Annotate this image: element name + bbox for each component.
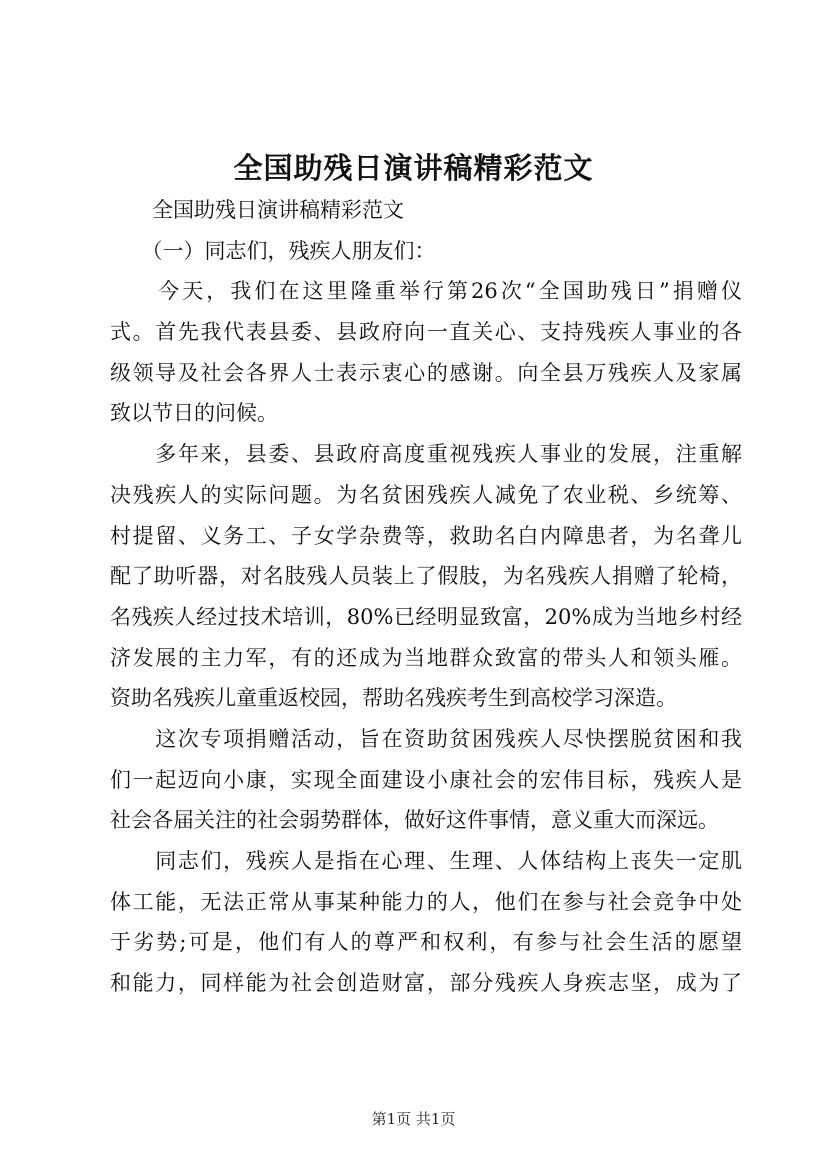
text-line: 配了助听器，对名肢残人员装上了假肢，为名残疾人捐赠了轮椅， — [110, 564, 742, 589]
text-line: 名残疾人经过技术培训，80%已经明显致富，20%成为当地乡村经 — [110, 604, 742, 629]
text-line: 多年来，县委、县政府高度重视残疾人事业的发展，注重解 — [110, 442, 742, 467]
page-footer: 第1页 共1页 — [371, 1110, 456, 1128]
text-line: 社会各届关注的社会弱势群体，做好这件事情，意义重大而深远。 — [110, 808, 719, 833]
text-line: 体工能，无法正常从事某种能力的人，他们在参与社会竞争中处 — [110, 889, 742, 914]
text-line: 这次专项捐赠活动，旨在资助贫困残疾人尽快摆脱贫困和我 — [110, 726, 742, 751]
text-line: 致以节日的问候。 — [110, 401, 278, 426]
text-line: 和能力，同样能为社会创造财富，部分残疾人身疾志坚，成为了 — [110, 971, 742, 996]
text-line: 级领导及社会各界人士表示衷心的感谢。向全县万残疾人及家属 — [110, 360, 742, 385]
document-body — [110, 190, 742, 1004]
text-line: 于劣势;可是，他们有人的尊严和权利，有参与社会生活的愿望 — [110, 930, 742, 955]
text-line: 全国助残日演讲稿精彩范文 — [110, 198, 404, 222]
text-line: 济发展的主力军，有的还成为当地群众致富的带头人和领头雁。 — [110, 645, 742, 670]
text-line: 资助名残疾儿童重返校园，帮助名残疾考生到高校学习深造。 — [110, 686, 677, 711]
text-line: 们一起迈向小康，实现全面建设小康社会的宏伟目标，残疾人是 — [110, 767, 742, 792]
text-line: 式。首先我代表县委、县政府向一直关心、支持残疾人事业的各 — [110, 320, 742, 345]
text-line: 决残疾人的实际问题。为名贫困残疾人减免了农业税、乡统筹、 — [110, 482, 742, 507]
document-title: 全国助残日演讲稿精彩范文 — [233, 151, 594, 185]
text-line: 村提留、义务工、子女学杂费等，救助名白内障患者，为名聋儿 — [110, 523, 742, 548]
text-line: 同志们，残疾人是指在心理、生理、人体结构上丧失一定肌 — [110, 849, 742, 873]
text-line: 今天，我们在这里隆重举行第26次“全国助残日”捐赠仪 — [110, 279, 742, 304]
text-line: （一）同志们，残疾人朋友们： — [110, 238, 436, 263]
